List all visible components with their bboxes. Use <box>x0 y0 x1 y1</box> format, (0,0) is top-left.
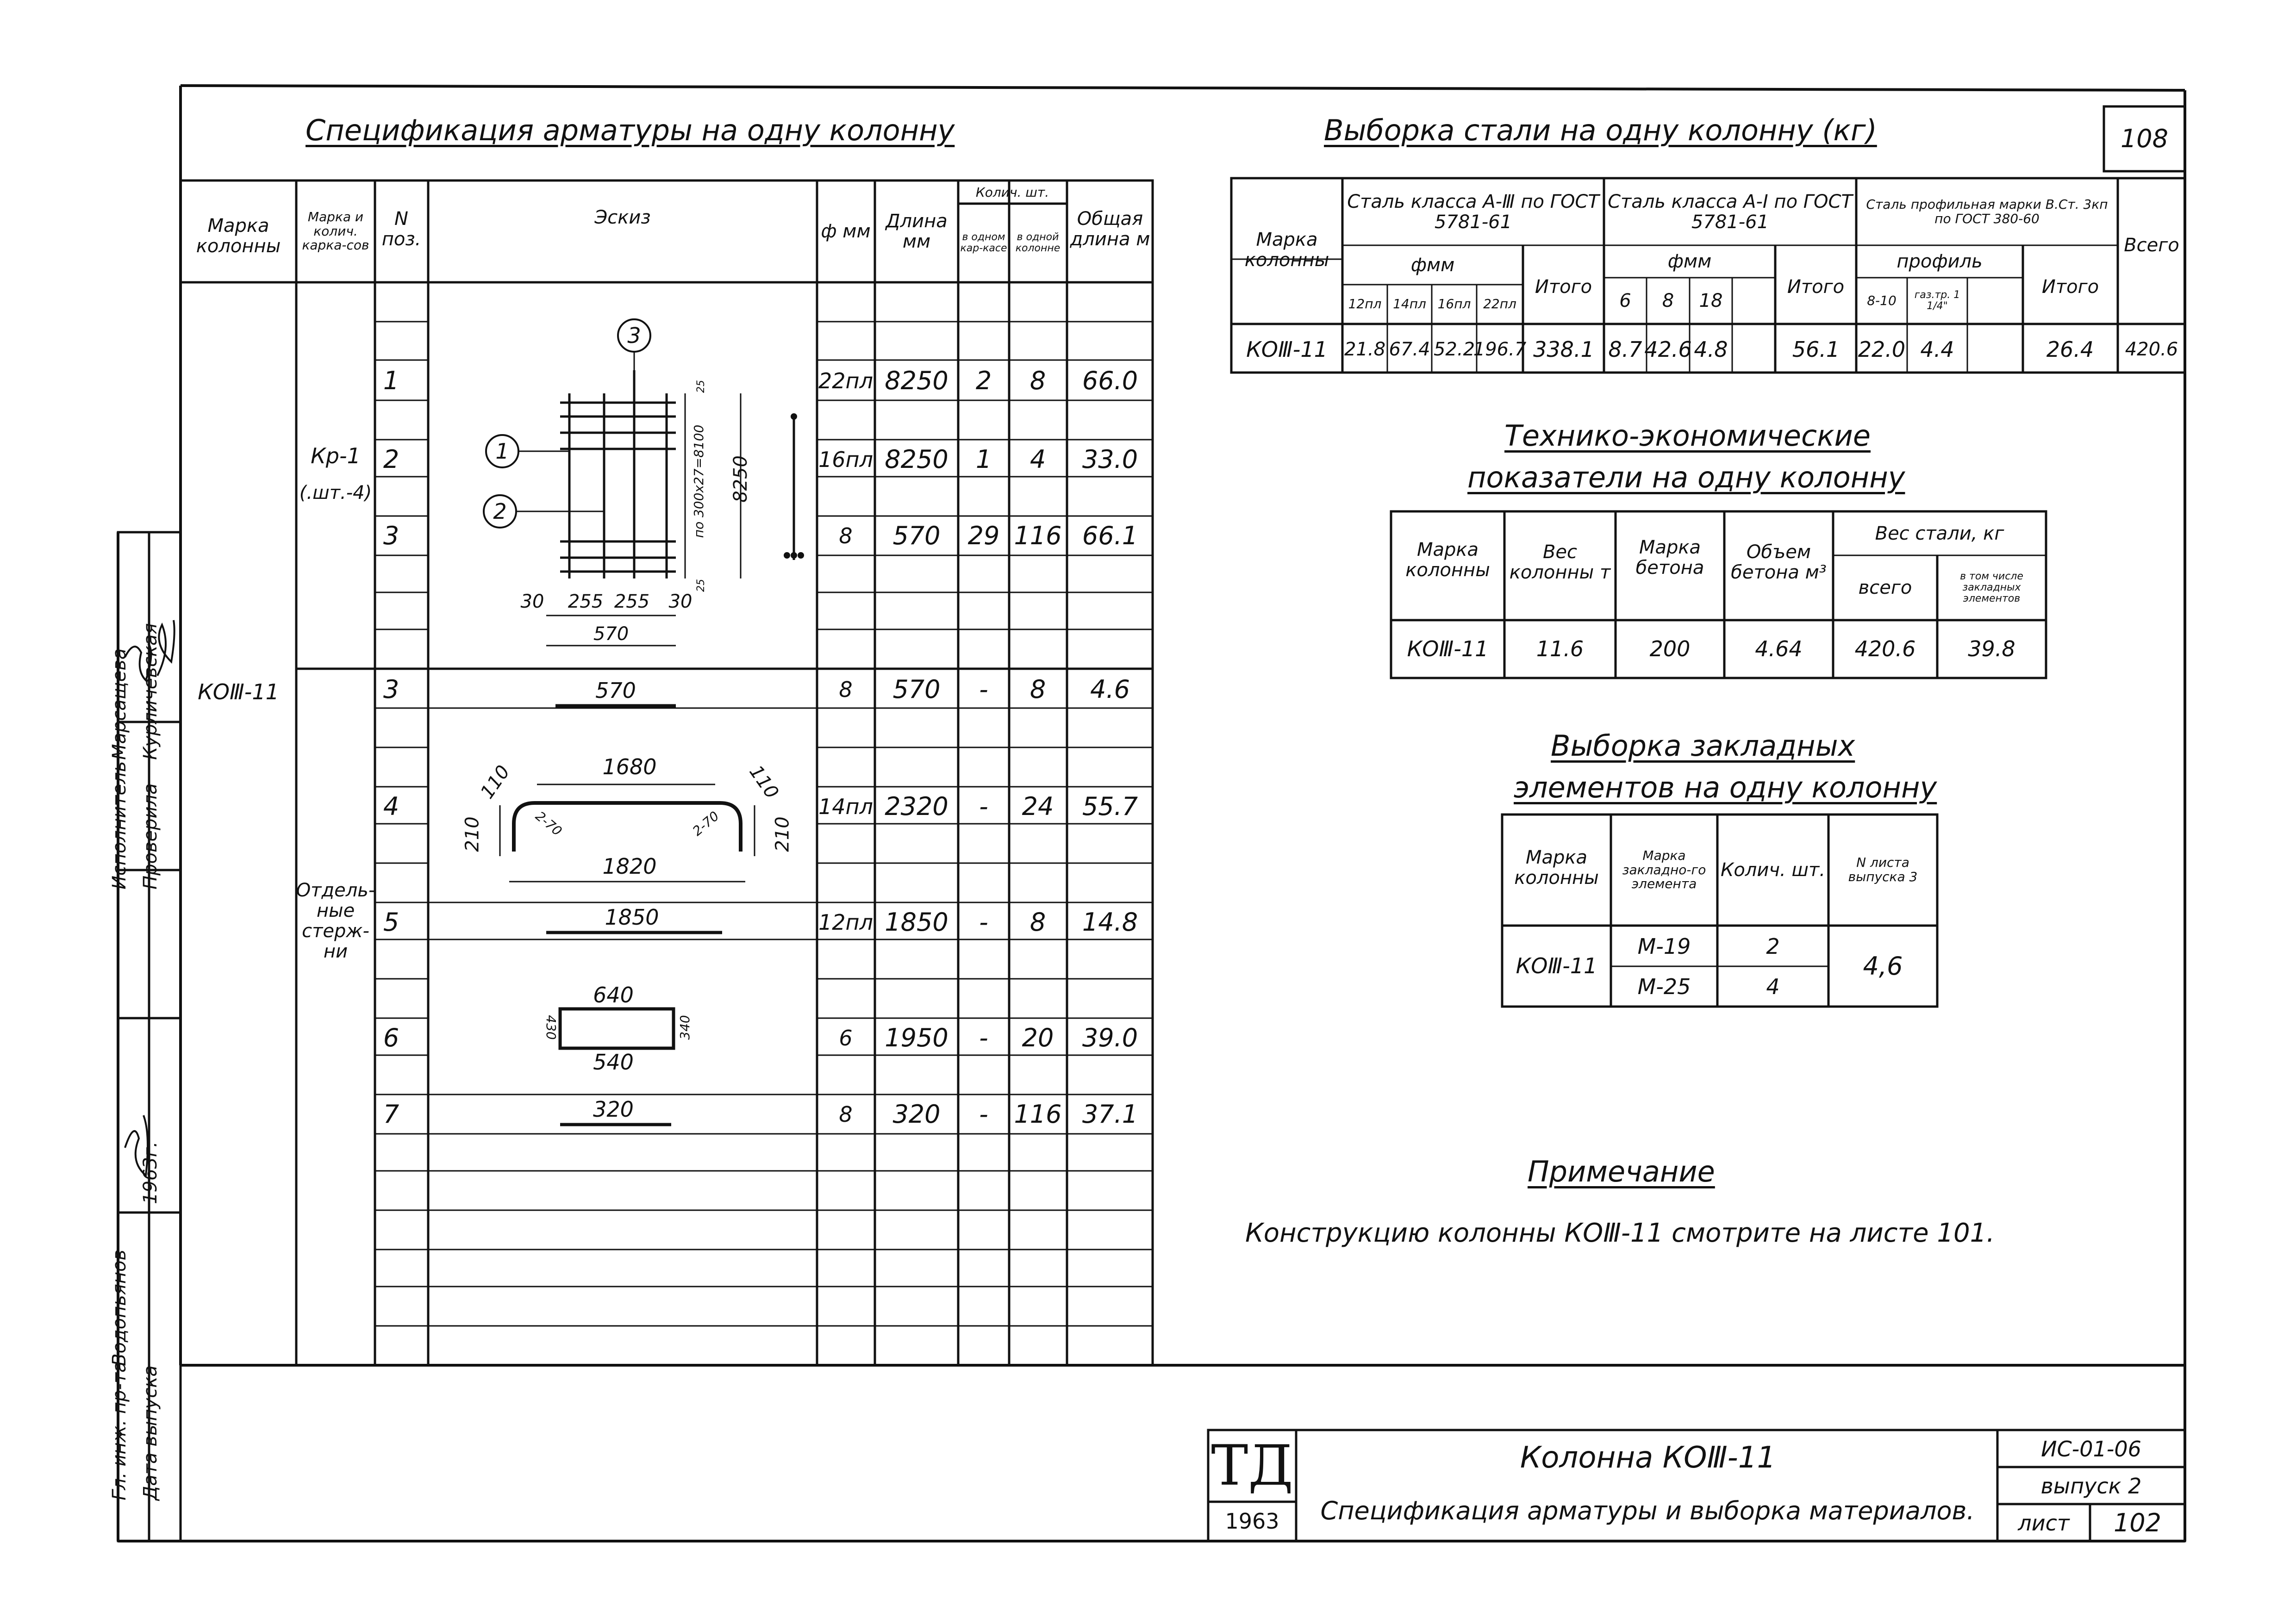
steel-val: 56.1 <box>1792 336 1840 362</box>
spec-header-dlina: Длина мм <box>886 211 948 252</box>
spec-k2: 4 <box>1029 445 1046 474</box>
bar7-dim: 320 <box>593 1097 634 1122</box>
steel-h-prof: Сталь профильная марки В.Ст. 3кп по ГОСТ 380-60 <box>1866 196 2108 226</box>
tech-h-ves: Вес колонны т <box>1509 541 1611 583</box>
steel-val: 26.4 <box>2046 336 2094 362</box>
emb-title-1: Выборка закладных <box>1551 729 1855 763</box>
steel-h-marka: Марка колонны <box>1244 229 1329 271</box>
steel-diam: 8 <box>1662 290 1674 311</box>
tech-h-obem: Объем бетона м³ <box>1731 541 1827 583</box>
steel-val: 21.8 <box>1344 339 1386 360</box>
spec-tot: 55.7 <box>1082 792 1138 821</box>
callout-2: 2 <box>493 498 507 524</box>
steel-prof-col: 8-10 <box>1867 292 1897 308</box>
steel-val: 8.7 <box>1608 336 1642 362</box>
note-text: Конструкцию колонны КОⅢ-11 смотрите на листе 101. <box>1245 1218 1995 1249</box>
spec-tot: 37.1 <box>1082 1100 1138 1129</box>
spec-k1: - <box>979 675 988 704</box>
spec-header-kolich: Колич. шт. <box>975 184 1049 200</box>
bar6-dim-right: 340 <box>677 1015 693 1040</box>
cage-dim: 25 <box>695 380 707 393</box>
spec-k1: 1 <box>975 445 992 474</box>
steel-h-a3: Сталь класса А-Ⅲ по ГОСТ 5781-61 <box>1347 191 1599 233</box>
steel-val: 22.0 <box>1858 336 1906 362</box>
steel-title: Выборка стали на одну колонну (кг) <box>1324 113 1877 147</box>
spec-k1: - <box>979 792 988 821</box>
steel-val: 42.6 <box>1644 336 1692 362</box>
steel-prof-col: газ.тр. 1 1/4" <box>1914 289 1960 312</box>
spec-poz: 7 <box>383 1100 399 1129</box>
spec-k1: - <box>979 1100 988 1129</box>
spec-k2: 24 <box>1022 792 1054 821</box>
steel-diam: 18 <box>1699 290 1723 311</box>
stamp-title-2: Спецификация арматуры и выборка материалов. <box>1320 1496 1975 1526</box>
spec-len: 570 <box>892 521 941 551</box>
spec-group2-mark: Отдель-ные стерж-ни <box>296 880 375 962</box>
bar4-dim-r1: 2-70 <box>532 808 565 839</box>
steel-h-a1: Сталь класса А-I по ГОСТ 5781-61 <box>1608 191 1853 233</box>
side-r1-label: Исполнитель <box>109 761 130 889</box>
spec-poz: 6 <box>383 1023 399 1053</box>
tech-val-mark: КОⅢ-11 <box>1407 636 1489 662</box>
tech-val-vsego: 420.6 <box>1854 636 1916 662</box>
steel-diam: 6 <box>1619 290 1631 311</box>
spec-k1: 29 <box>967 521 1000 551</box>
steel-val: 338.1 <box>1533 336 1594 362</box>
steel-val: 4.4 <box>1920 336 1954 362</box>
spec-k2: 8 <box>1029 675 1046 704</box>
tech-h-marka-bet: Марка бетона <box>1635 537 1704 578</box>
spec-d: 16пл <box>818 447 873 472</box>
side-r3-label: Гл. инж. пр-та <box>109 1361 130 1500</box>
spec-header-phi: ф мм <box>821 221 871 242</box>
tech-val-beton: 200 <box>1649 636 1691 662</box>
steel-row-mark: КОⅢ-11 <box>1246 336 1328 362</box>
emb-h-marka: Марка колонны <box>1514 847 1599 889</box>
bar4-dim-bottom: 1820 <box>602 854 657 879</box>
spec-header-v-odnoy: в одной колонне <box>1015 231 1061 254</box>
tech-val-zakl: 39.8 <box>1968 636 2015 662</box>
spec-k1: - <box>979 908 988 937</box>
spec-len: 570 <box>892 675 941 704</box>
cage-dim: 25 <box>695 579 707 592</box>
spec-k1: - <box>979 1023 988 1053</box>
steel-diam: 16пл <box>1437 296 1471 312</box>
steel-h-itogo-a3: Итого <box>1535 276 1592 298</box>
stamp-logo: ТД <box>1211 1433 1293 1498</box>
spec-header-eskiz: Эскиз <box>594 207 651 228</box>
steel-diam: 12пл <box>1348 296 1382 312</box>
spec-len: 1850 <box>885 908 948 937</box>
bar6-dim-left: 430 <box>543 1015 559 1040</box>
spec-header-n-poz: N поз. <box>381 208 421 250</box>
spec-poz: 3 <box>383 521 399 551</box>
spec-title: Спецификация арматуры на одну колонну <box>306 113 955 147</box>
bar4-dim-h1: 210 <box>462 816 483 852</box>
spec-poz: 2 <box>383 445 399 474</box>
cage-dim: 255 <box>614 591 650 612</box>
sheet-number-top: 108 <box>2120 124 2169 154</box>
tech-title-2: показатели на одну колонну <box>1467 460 1905 494</box>
cage-dim: 30 <box>668 591 693 612</box>
cage-dim: 255 <box>568 591 604 612</box>
spec-len: 2320 <box>885 792 948 821</box>
spec-k2: 8 <box>1029 366 1046 396</box>
spec-k2: 116 <box>1014 521 1062 551</box>
cage-dim: 570 <box>593 623 629 645</box>
spec-tot: 66.1 <box>1082 521 1138 551</box>
emb-qty: 2 <box>1766 933 1780 959</box>
steel-h-vsego: Всего <box>2124 235 2179 256</box>
emb-el: М-25 <box>1637 974 1691 999</box>
emb-h-list: N листа выпуска 3 <box>1848 855 1918 884</box>
steel-diam: 14пл <box>1393 296 1426 312</box>
tech-h-marka: Марка колонны <box>1405 539 1490 581</box>
emb-title-2: элементов на одну колонну <box>1514 771 1937 804</box>
spec-len: 1950 <box>885 1023 948 1053</box>
steel-val: 420.6 <box>2125 339 2178 360</box>
spec-header-marka-karkasov: Марка и колич. карка-сов <box>302 209 369 253</box>
spec-len: 8250 <box>885 445 948 474</box>
emb-qty: 4 <box>1766 974 1780 999</box>
stamp-sheet-label: лист <box>2018 1510 2070 1536</box>
spec-len: 320 <box>892 1100 941 1129</box>
spec-group1-mark: Кр-1 <box>311 443 361 468</box>
bar6-dim-bottom: 540 <box>593 1049 634 1075</box>
tech-val-ves: 11.6 <box>1536 636 1584 662</box>
spec-d: 14пл <box>818 794 873 819</box>
bar4-dim-top: 1680 <box>602 754 657 780</box>
spec-d: 12пл <box>818 909 873 935</box>
spec-poz: 4 <box>383 792 399 821</box>
spec-group1-qty: (.шт.-4) <box>299 482 372 504</box>
cage-dim: по 300х27=8100 <box>691 424 706 538</box>
stamp-code: ИС-01-06 <box>2041 1436 2141 1461</box>
steel-val: 4.8 <box>1694 336 1728 362</box>
spec-k2: 20 <box>1022 1023 1054 1053</box>
spec-d: 22пл <box>818 368 873 393</box>
cage-dim: 30 <box>520 591 544 612</box>
callout-1: 1 <box>495 438 509 464</box>
emb-val-mark: КОⅢ-11 <box>1516 953 1597 979</box>
spec-d: 8 <box>839 523 853 548</box>
spec-tot: 33.0 <box>1082 445 1138 474</box>
cage-dim: 8250 <box>730 455 751 503</box>
emb-h-kol: Колич. шт. <box>1720 859 1826 881</box>
steel-h-profil: профиль <box>1897 251 1983 272</box>
stamp-issue: выпуск 2 <box>2040 1473 2142 1499</box>
spec-d: 8 <box>839 1101 853 1127</box>
spec-poz: 1 <box>383 366 399 396</box>
tech-title-1: Технико-экономические <box>1504 419 1871 453</box>
spec-poz: 3 <box>383 675 399 704</box>
side-r2-name: Курличевская <box>140 623 161 760</box>
bar3-dim: 570 <box>595 678 636 703</box>
tech-h-zakl: в том числе закладных элементов <box>1960 570 2023 605</box>
spec-header-v-odnom: в одном кар-касе <box>960 231 1007 254</box>
side-r3-name: Водопьянов <box>109 1249 130 1366</box>
steel-diam: 22пл <box>1483 296 1516 312</box>
spec-tot: 4.6 <box>1090 675 1130 704</box>
spec-column-mark: КОⅢ-11 <box>198 679 279 704</box>
stamp-sheet: 102 <box>2113 1508 2162 1538</box>
steel-h-fmm-a1: фмм <box>1667 251 1712 272</box>
spec-k2: 8 <box>1029 908 1046 937</box>
side-r1-name: Марсащева <box>109 648 130 760</box>
bar4-dim-right: 110 <box>745 761 783 803</box>
note-title: Примечание <box>1528 1155 1715 1188</box>
steel-val: 196.7 <box>1473 339 1527 360</box>
spec-d: 8 <box>839 677 853 702</box>
emb-el: М-19 <box>1637 933 1691 959</box>
bar4-dim-left: 110 <box>476 761 514 803</box>
tech-val-obem: 4.64 <box>1755 636 1803 662</box>
side-r4-value: 1963г. <box>140 1141 161 1204</box>
spec-tot: 66.0 <box>1082 366 1138 396</box>
spec-len: 8250 <box>885 366 948 396</box>
bar5-dim: 1850 <box>605 905 659 930</box>
stamp-year: 1963 <box>1225 1509 1279 1534</box>
side-r4-label: Дата выпуска <box>140 1365 161 1500</box>
spec-header-obshaya: Общая длина м <box>1070 208 1150 250</box>
steel-val: 52.2 <box>1433 339 1475 360</box>
spec-tot: 39.0 <box>1082 1023 1138 1053</box>
spec-header-marka-kolonny: Марка колонны <box>196 215 281 257</box>
spec-poz: 5 <box>383 908 399 937</box>
spec-k2: 116 <box>1014 1100 1062 1129</box>
side-r2-label: Проверила <box>140 783 161 889</box>
stamp-title-1: Колонна КОⅢ-11 <box>1520 1440 1776 1475</box>
emb-h-marka-el: Марка закладно-го элемента <box>1622 847 1706 892</box>
spec-d: 6 <box>839 1025 853 1051</box>
emb-val-list: 4,6 <box>1863 951 1903 981</box>
steel-h-fmm-a3: фмм <box>1410 254 1455 276</box>
bar4-dim-h2: 210 <box>772 816 793 852</box>
bar6-dim-top: 640 <box>593 982 634 1007</box>
steel-val: 67.4 <box>1389 339 1430 360</box>
spec-tot: 14.8 <box>1082 908 1138 937</box>
callout-3: 3 <box>627 323 641 348</box>
tech-h-ves-stali: Вес стали, кг <box>1875 522 2004 544</box>
spec-k1: 2 <box>975 366 992 396</box>
tech-h-vsego: всего <box>1858 577 1912 598</box>
steel-h-itogo-prof: Итого <box>2041 276 2099 298</box>
bar4-dim-r2: 2-70 <box>689 808 722 839</box>
steel-h-itogo-a1: Итого <box>1787 276 1845 298</box>
